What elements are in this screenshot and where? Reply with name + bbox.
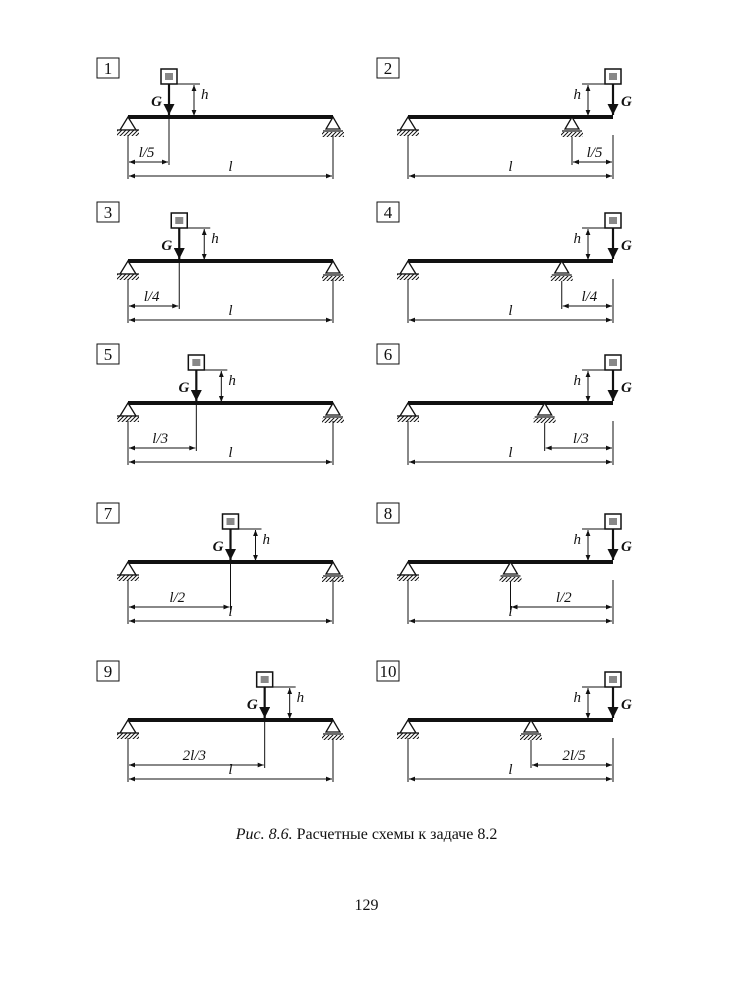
load-label: G: [212, 539, 224, 555]
load-label: G: [621, 380, 632, 396]
scheme-number-box: [97, 202, 119, 222]
weight-block: [223, 514, 239, 529]
load-label: G: [621, 539, 632, 555]
pin-support: [117, 562, 139, 581]
scheme-number-box: [97, 58, 119, 78]
scheme-number: 9: [103, 662, 113, 681]
pin-support: [117, 117, 139, 136]
scheme-number: 1: [103, 59, 113, 78]
h-label: h: [573, 532, 581, 548]
weight-block: [605, 514, 621, 529]
weight-block: [161, 69, 177, 84]
roller-support: [322, 562, 344, 582]
figure-caption: [0, 826, 733, 844]
h-label: h: [573, 231, 581, 247]
span-label: 2l/3: [182, 748, 207, 764]
load-label: G: [621, 697, 632, 713]
scheme-number-box: [377, 661, 399, 681]
h-label: h: [573, 690, 581, 706]
roller-support: [520, 720, 542, 740]
total-label: l: [508, 303, 513, 319]
caption-text: Расчетные схемы к задаче 8.2: [292, 826, 498, 843]
span-label: 2l/5: [562, 748, 586, 764]
total-label: l: [508, 604, 513, 620]
pin-support: [117, 403, 139, 422]
roller-support: [534, 403, 556, 423]
total-label: l: [508, 159, 513, 175]
weight-block: [171, 213, 187, 228]
scheme-2: [377, 58, 632, 179]
caption-prefix: Рис. 8.6.: [235, 826, 293, 843]
roller-support: [551, 261, 573, 281]
total-label: l: [228, 604, 233, 620]
weight-block: [257, 672, 273, 687]
scheme-number-box: [377, 503, 399, 523]
total-label: l: [508, 445, 513, 461]
total-label: l: [228, 303, 233, 319]
total-label: l: [508, 762, 513, 778]
pin-support: [397, 261, 419, 280]
span-label: l/4: [143, 289, 160, 305]
h-label: h: [211, 231, 219, 247]
scheme-number-box: [377, 202, 399, 222]
h-label: h: [573, 87, 581, 103]
load-label: G: [621, 238, 632, 254]
scheme-3: [97, 202, 344, 323]
span-label: l/4: [581, 289, 598, 305]
pin-support: [117, 720, 139, 739]
scheme-5: [97, 344, 344, 465]
h-label: h: [262, 532, 270, 548]
scheme-7: [97, 503, 344, 624]
h-label: h: [228, 373, 236, 389]
pin-support: [397, 403, 419, 422]
load-label: G: [246, 697, 258, 713]
h-label: h: [296, 690, 305, 706]
roller-support: [322, 261, 344, 281]
scheme-number-box: [97, 503, 119, 523]
weight-block: [188, 355, 204, 370]
weight-block: [605, 672, 621, 687]
scheme-9: [97, 661, 344, 782]
scheme-number: 8: [383, 504, 393, 523]
weight-block: [605, 355, 621, 370]
scheme-number: 4: [383, 203, 393, 222]
scheme-number-box: [377, 344, 399, 364]
roller-support: [322, 117, 344, 137]
load-label: G: [161, 238, 173, 254]
span-label: l/5: [138, 145, 155, 161]
weight-block: [605, 69, 621, 84]
scheme-number: 5: [103, 345, 113, 364]
scheme-number: 2: [383, 59, 393, 78]
page-number: 129: [354, 897, 379, 914]
scheme-number-box: [97, 344, 119, 364]
scheme-number: 7: [103, 504, 113, 523]
pin-support: [397, 117, 419, 136]
load-label: G: [621, 94, 632, 110]
load-label: G: [151, 94, 162, 110]
span-label: l/3: [572, 431, 589, 447]
weight-block: [605, 213, 621, 228]
scheme-number: 3: [103, 203, 113, 222]
load-label: G: [178, 380, 190, 396]
roller-support: [500, 562, 522, 582]
roller-support: [322, 403, 344, 423]
scheme-number-box: [97, 661, 119, 681]
scheme-number: 6: [383, 345, 393, 364]
span-label: l/3: [152, 431, 169, 447]
roller-support: [561, 117, 583, 137]
total-label: l: [228, 159, 233, 175]
pin-support: [397, 562, 419, 581]
span-label: l/2: [169, 590, 186, 606]
pin-support: [397, 720, 419, 739]
scheme-number: 10: [379, 662, 397, 681]
scheme-number-box: [377, 58, 399, 78]
scheme-4: [377, 202, 632, 323]
scheme-8: [377, 503, 632, 624]
scheme-6: [377, 344, 632, 465]
roller-support: [322, 720, 344, 740]
span-label: l/5: [586, 145, 603, 161]
pin-support: [117, 261, 139, 280]
scheme-1: [97, 58, 344, 179]
scheme-10: [377, 661, 632, 782]
h-label: h: [573, 373, 581, 389]
span-label: l/2: [555, 590, 572, 606]
total-label: l: [228, 762, 233, 778]
total-label: l: [228, 445, 233, 461]
h-label: h: [201, 87, 209, 103]
